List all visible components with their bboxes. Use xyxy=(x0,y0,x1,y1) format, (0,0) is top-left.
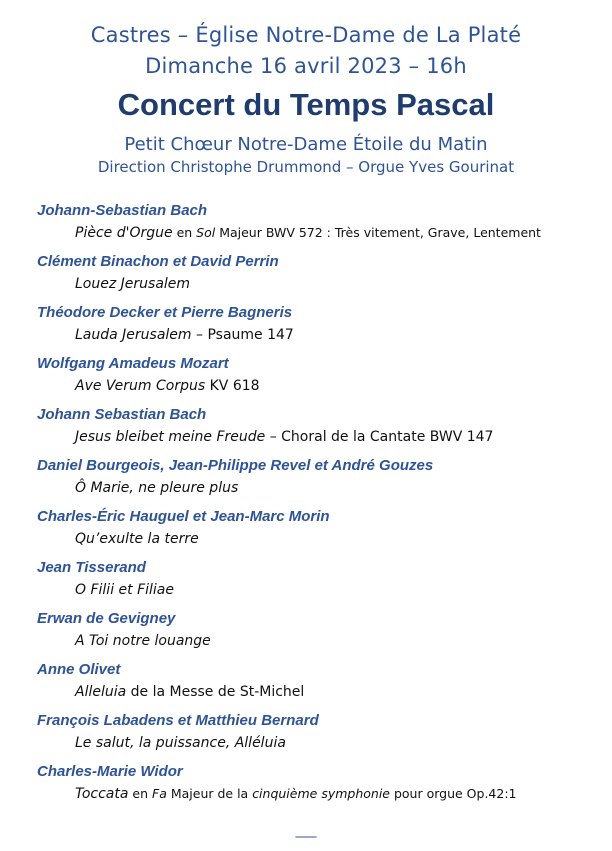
composer-name: Wolfgang Amadeus Mozart xyxy=(37,355,229,372)
choir-name: Petit Chœur Notre-Dame Étoile du Matin xyxy=(124,134,488,155)
work-title: O Filii et Filiae xyxy=(75,582,174,598)
program-item xyxy=(37,251,592,295)
work-title: Ô Marie, ne pleure plus xyxy=(75,480,239,496)
composer-name: Johann Sebastian Bach xyxy=(37,406,207,423)
date-line: Dimanche 16 avril 2023 – 16h xyxy=(145,54,467,78)
work-title: A Toi notre louange xyxy=(75,633,211,649)
work-title: Louez Jerusalem xyxy=(75,276,191,292)
composer-name: Erwan de Gevigney xyxy=(37,610,176,627)
work-title: Ave Verum Corpus KV 618 xyxy=(75,378,260,394)
composer-name: Théodore Decker et Pierre Bagneris xyxy=(37,304,293,321)
program-item xyxy=(37,353,592,397)
program-item xyxy=(37,506,592,550)
program-item xyxy=(37,608,592,652)
program-item xyxy=(37,557,592,601)
work-title: Qu’exulte la terre xyxy=(75,531,199,547)
footer-separator: ___ xyxy=(295,822,317,838)
program-item xyxy=(37,200,592,244)
composer-name: Anne Olivet xyxy=(37,661,121,678)
composer-name: Charles-Marie Widor xyxy=(37,763,183,780)
composer-name: Clément Binachon et David Perrin xyxy=(37,253,279,270)
composer-name: François Labadens et Matthieu Bernard xyxy=(37,712,319,729)
program-list xyxy=(37,200,592,812)
composer-name: Jean Tisserand xyxy=(37,559,146,576)
direction-line: Direction Christophe Drummond – Orgue Yves Gourinat xyxy=(97,158,515,176)
program-item xyxy=(37,710,592,754)
program-item xyxy=(37,659,592,703)
work-title: Le salut, la puissance, Alléluia xyxy=(75,735,286,751)
program-item xyxy=(37,761,592,805)
program-item xyxy=(37,302,592,346)
composer-name: Charles-Éric Hauguel et Jean-Marc Morin xyxy=(37,508,330,525)
venue-line: Castres – Église Notre-Dame de La Platé xyxy=(90,23,522,47)
work-title: Pièce d'Orgue en Sol Majeur BWV 572 : Très vitement, Grave, Lentement xyxy=(75,225,541,241)
program-item xyxy=(37,455,592,499)
composer-name: Johann-Sebastian Bach xyxy=(37,202,208,219)
work-title: Toccata en Fa Majeur de la cinquième symphonie pour orgue Op.42:1 xyxy=(75,786,517,802)
concert-header xyxy=(0,0,612,177)
concert-title: Concert du Temps Pascal xyxy=(117,87,495,122)
work-title: Alleluia de la Messe de St-Michel xyxy=(75,684,305,700)
work-title: Lauda Jerusalem – Psaume 147 xyxy=(75,327,294,343)
composer-name: Daniel Bourgeois, Jean-Philippe Revel et André Gouzes xyxy=(37,457,434,474)
work-title: Jesus bleibet meine Freude – Choral de la Cantate BWV 147 xyxy=(75,429,494,445)
program-item xyxy=(37,404,592,448)
